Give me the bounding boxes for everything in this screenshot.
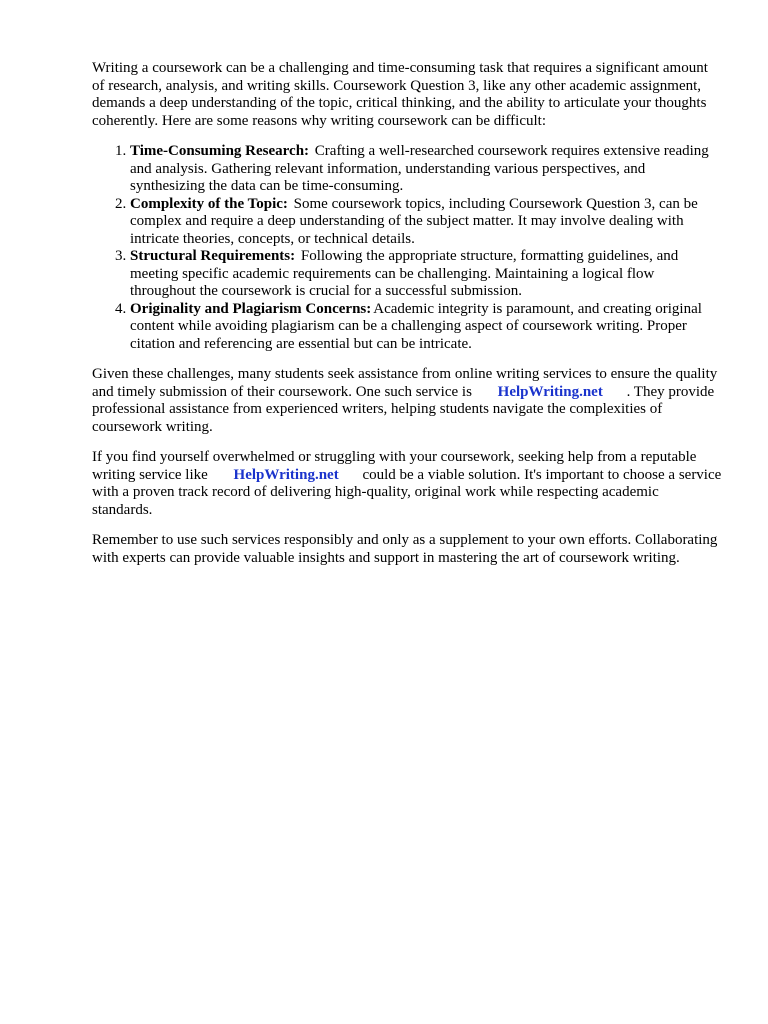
helpwriting-link[interactable]: HelpWriting.net: [233, 466, 339, 483]
list-item: [130, 143, 722, 196]
reason-text: Crafting a well-researched coursework requires extensive reading and analysis. Gathering relevant information, understanding various perspectives, and synthesizing the data can be time-consuming.: [130, 143, 709, 194]
document-page: [92, 60, 722, 580]
service-text-before: Given these challenges, many students seek assistance from online writing services to ensure the quality and timely submission of their coursework. One such service is: [92, 366, 718, 400]
intro-paragraph: Writing a coursework can be a challenging and time-consuming task that requires a significant amount of research, analysis, and writing skills. Coursework Question 3, like any other academic assignment, demands a deep understanding of the topic, critical thinking, and the ability to articulate your thoughts coherently. Here are some reasons why writing coursework can be difficult:: [92, 60, 708, 129]
help-text-after: could be a viable solution. It's important to choose a service with a proven track record of delivering high-quality, original work while respecting academic standards.: [92, 466, 722, 518]
service-paragraph: [92, 366, 722, 436]
list-item: [130, 196, 722, 249]
reason-text: Some coursework topics, including Coursework Question 3, can be complex and require a deep understanding of the subject matter. It may involve dealing with intricate theories, concepts, or technical details.: [130, 195, 698, 247]
reason-term: Time-Consuming Research:: [130, 143, 310, 159]
service-text-after: . They provide professional assistance from experienced writers, helping students navigate the complexities of coursework writing.: [92, 383, 715, 435]
reason-term: Originality and Plagiarism Concerns:: [130, 300, 372, 317]
reason-term: Complexity of the Topic:: [130, 195, 288, 212]
reasons-list: [92, 143, 722, 353]
help-text-before: If you find yourself overwhelmed or struggling with your coursework, seeking help from a reputable writing service like: [92, 449, 697, 483]
closing-paragraph: Remember to use such services responsibly and only as a supplement to your own efforts. Collaborating with experts can provide valuable insights and support in mastering the art of coursework writing.: [92, 532, 718, 566]
reason-term: Structural Requirements:: [130, 248, 296, 264]
list-item: [130, 301, 722, 354]
reason-text: Following the appropriate structure, formatting guidelines, and meeting specific academic requirements can be challenging. Maintaining a logical flow throughout the coursework is crucial for a successful submission.: [130, 248, 679, 299]
helpwriting-link[interactable]: HelpWriting.net: [497, 383, 603, 400]
reason-text: Academic integrity is paramount, and creating original content while avoiding plagiarism can be a challenging aspect of coursework writing. Proper citation and referencing are essential but can be intricate.: [130, 300, 702, 352]
list-item: [130, 248, 722, 301]
help-paragraph: [92, 449, 722, 519]
